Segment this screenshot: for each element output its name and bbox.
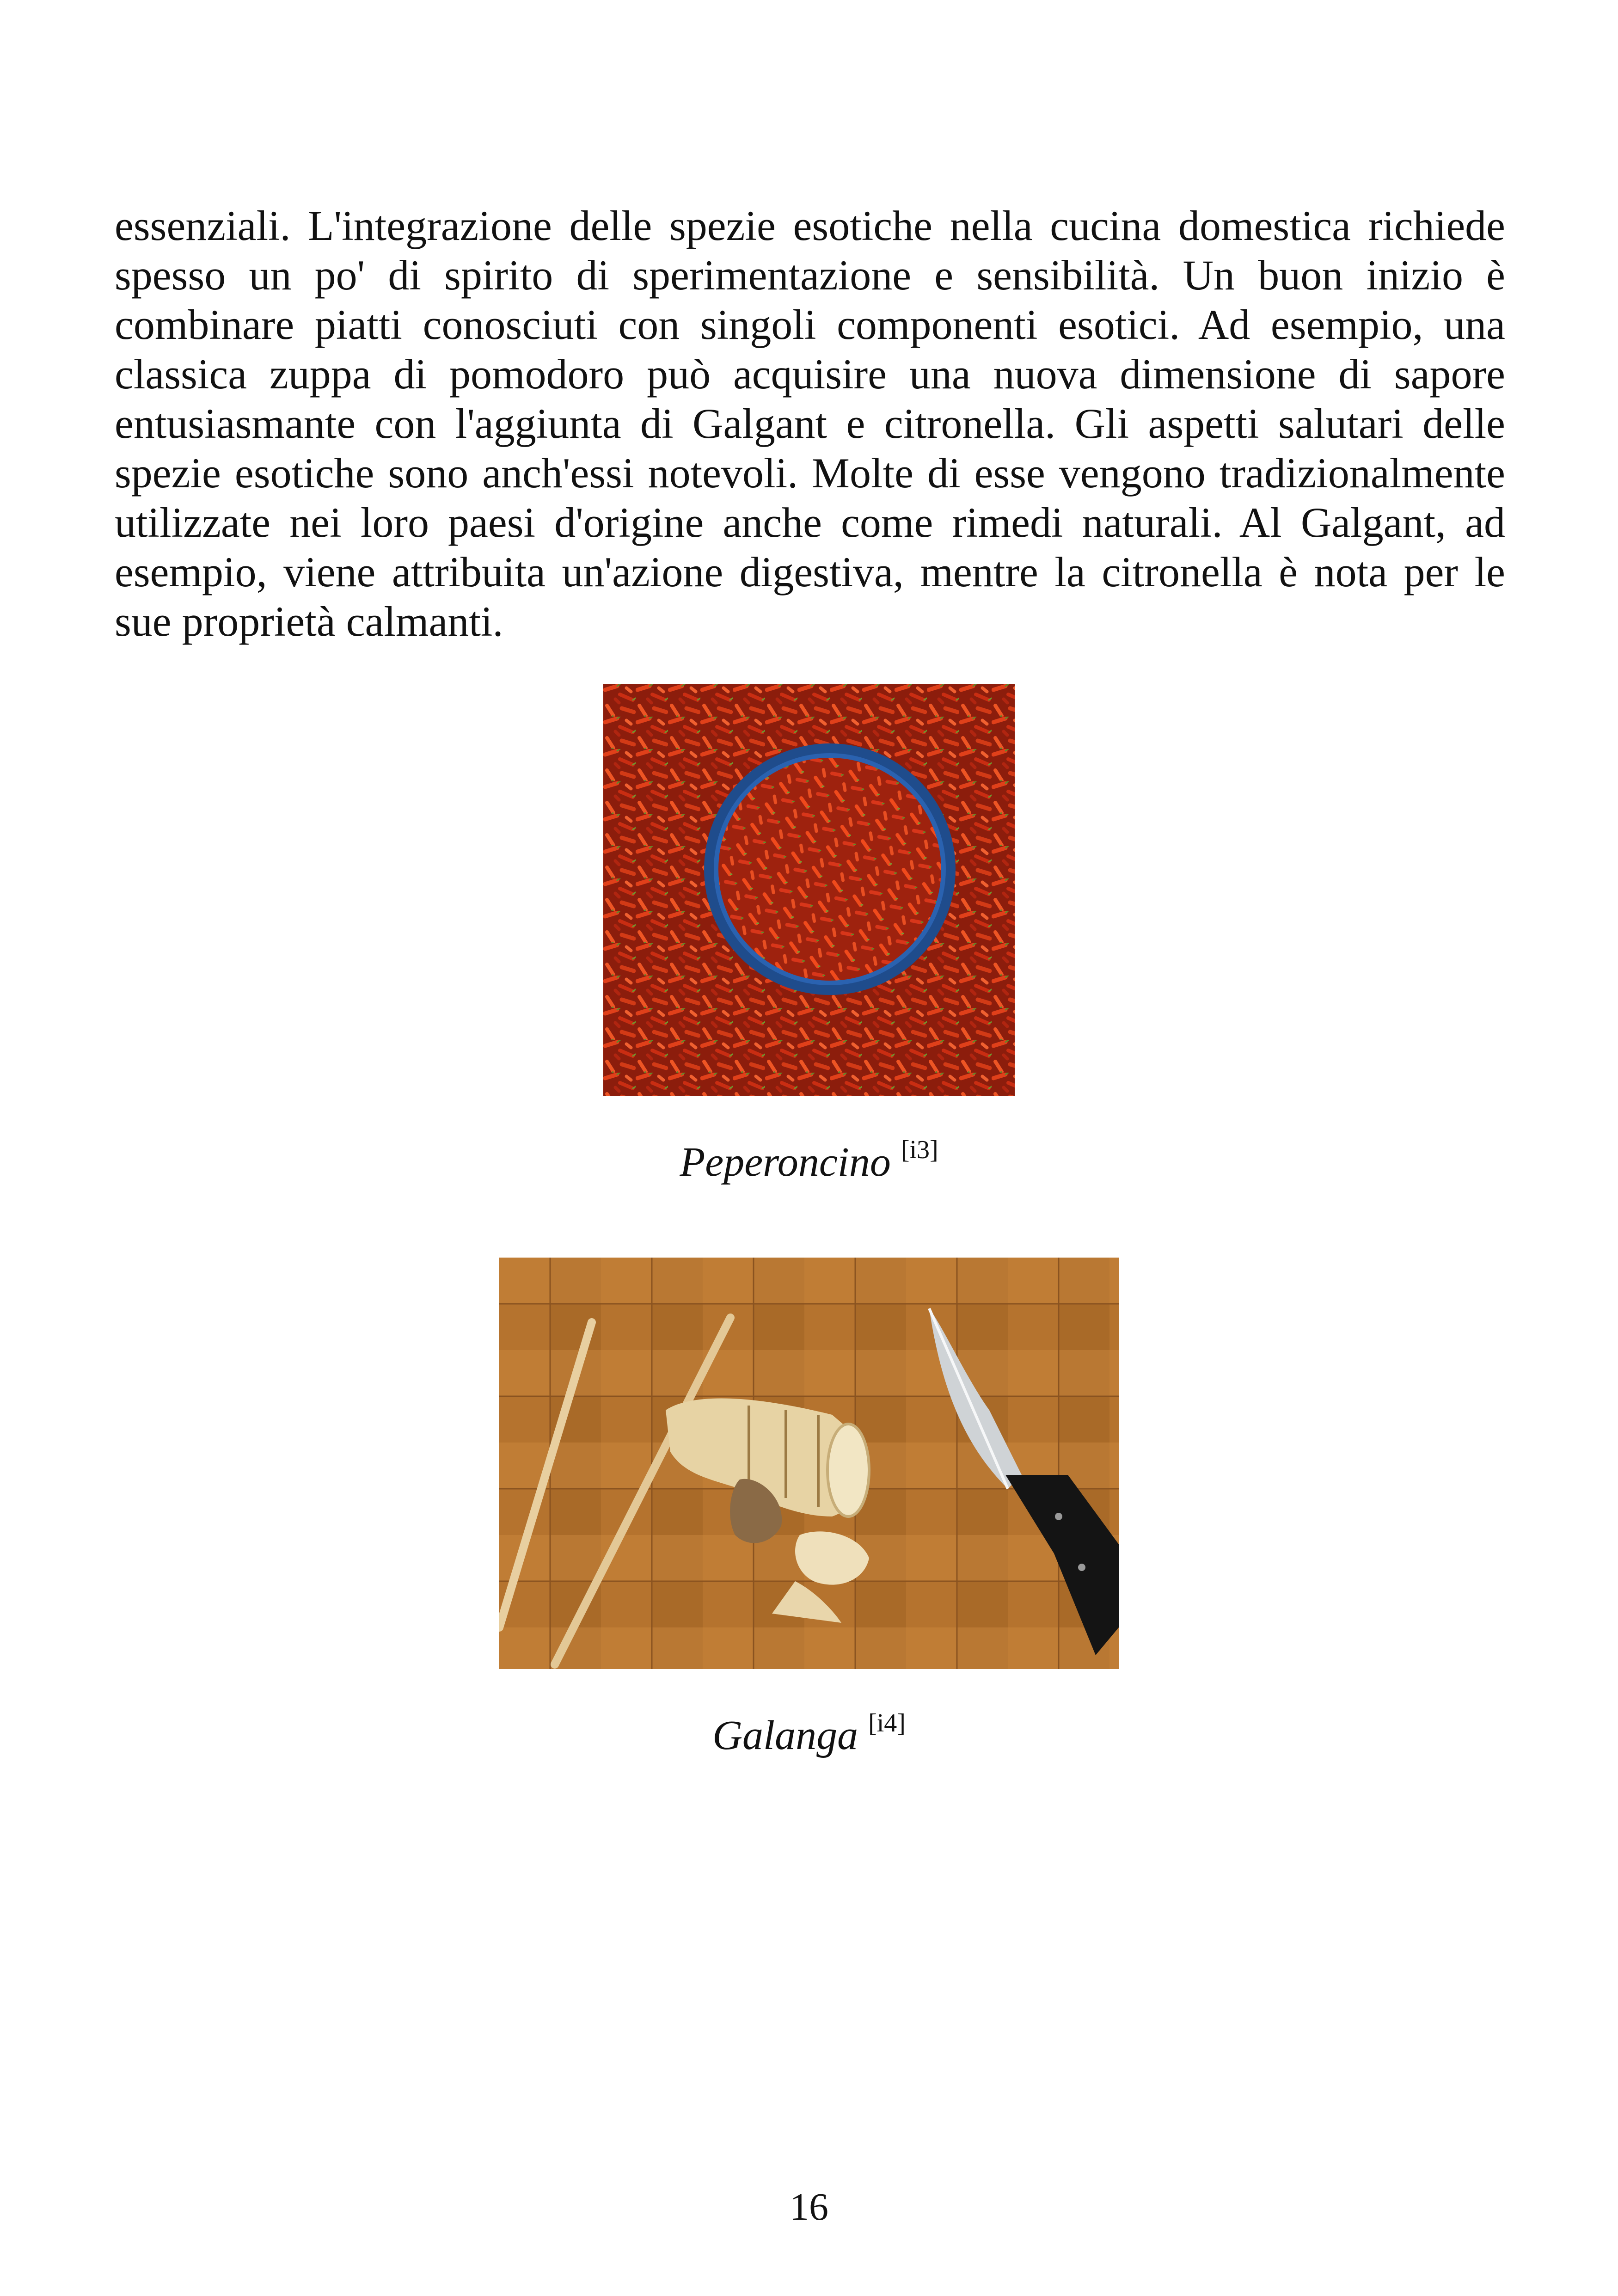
galangal-photo [499, 1258, 1119, 1669]
caption-text: Galanga [712, 1713, 858, 1758]
caption-text: Peperoncino [680, 1139, 891, 1185]
chili-peppers-photo [603, 684, 1015, 1096]
image-reference: [i4] [868, 1709, 906, 1737]
page-number: 16 [790, 2185, 828, 2228]
body-paragraph: essenziali. L'integrazione delle spezie esotiche nella cucina domestica richiede spesso un po' di spirito di sperimentazione e sensibilità. Un buon inizio è combinare piatti conosciuti con singoli componenti esotici. Ad esempio, una classica zuppa di pomodoro può acquisire una nuova dimensione di sapore entusiasmante con l'aggiunta di Galgant e citronella. Gli aspetti salutari delle spezie esotiche sono anch'essi notevoli. Molte di esse vengono tradizionalmente utilizzate nei loro paesi d'origine anche come rimedi naturali. Al Galgant, ad esempio, viene attribuita un'azione digestiva, mentre la citronella è nota per le sue proprietà calmanti. [115, 202, 1505, 645]
image-reference: [i3] [901, 1136, 938, 1164]
figure-caption-peperoncino [0, 1135, 1618, 1186]
figure-caption-galanga [0, 1708, 1618, 1759]
